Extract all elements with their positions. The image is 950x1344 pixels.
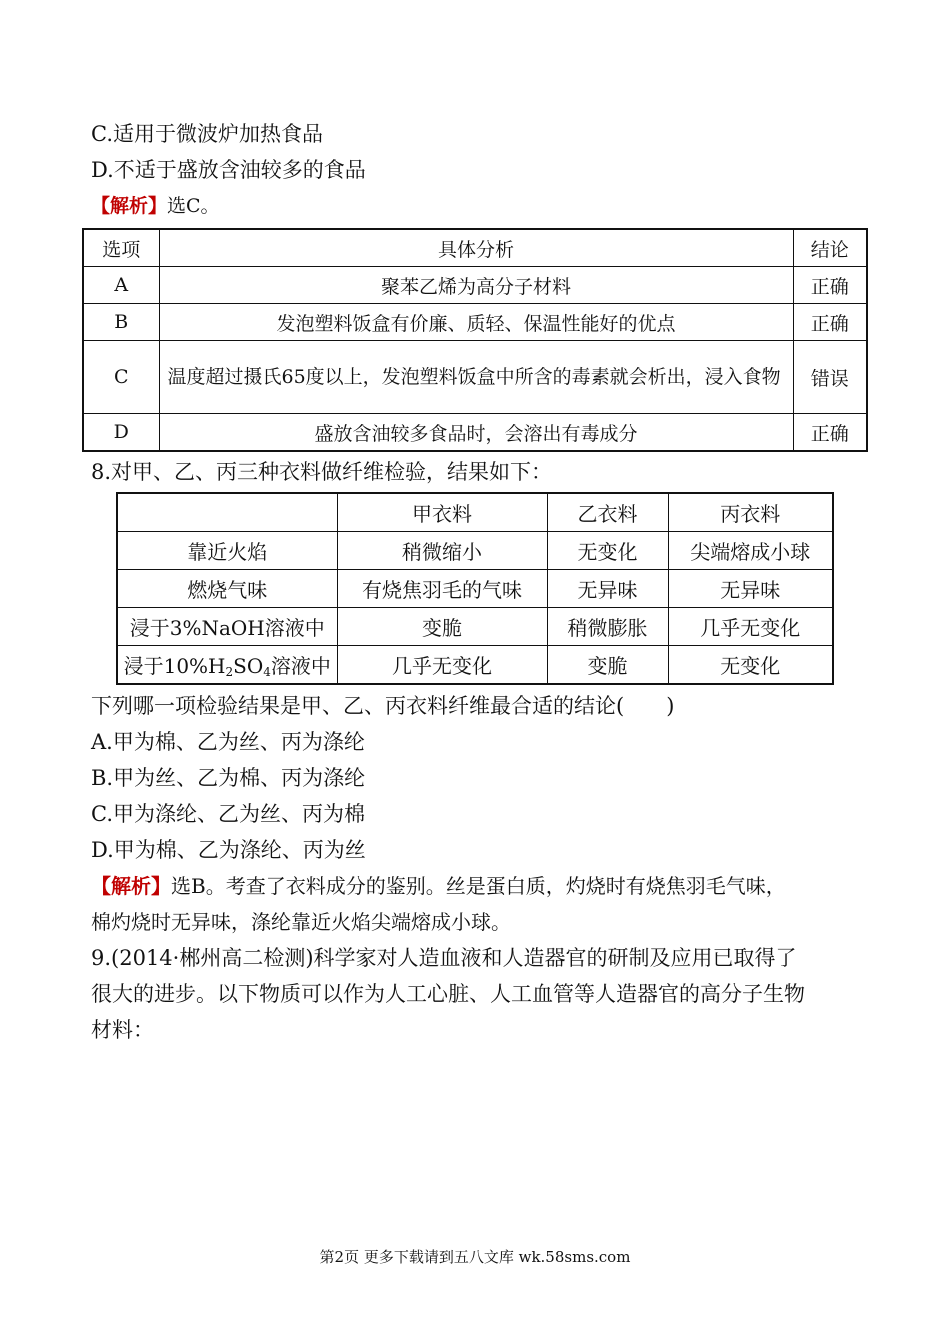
analysis-cell: 发泡塑料饭盒有价廉、质轻、保温性能好的优点 [159,304,793,341]
fabric-a-cell: 稍微缩小 [337,532,547,570]
test-cell: 靠近火焰 [117,532,337,570]
fabric-c-cell: 无异味 [668,570,833,608]
header-cell: 选项 [83,229,159,267]
page-footer: 第2页 更多下载请到五八文库 wk.58sms.com [319,1248,631,1266]
analysis-cell: 盛放含油较多食品时，会溶出有毒成分 [159,414,793,452]
header-cell: 甲衣料 [337,493,547,532]
q8-question: 下列哪一项检验结果是甲、乙、丙衣料纤维最合适的结论( ) [91,694,675,718]
q8-option-b: B.甲为丝、乙为棉、丙为涤纶 [91,766,366,790]
header-cell: 乙衣料 [547,493,668,532]
analysis-label: 【解析】 [91,874,171,898]
table-row [83,267,867,304]
header-cell: 结论 [793,229,867,267]
fabric-a-cell: 变脆 [337,608,547,646]
fabric-c-cell: 尖端熔成小球 [668,532,833,570]
q7-analysis-table [82,228,868,452]
q9-line2: 很大的进步。以下物质可以作为人工心脏、人工血管等人造器官的高分子生物 [91,982,805,1006]
test-cell: 浸于3%NaOH溶液中 [117,608,337,646]
q8-analysis-line2: 棉灼烧时无异味，涤纶靠近火焰尖端熔成小球。 [91,910,511,934]
fabric-a-cell: 几乎无变化 [337,646,547,685]
header-cell [117,493,337,532]
table-row [117,646,833,685]
q8-option-a: A.甲为棉、乙为丝、丙为涤纶 [91,730,365,754]
option-cell: B [83,304,159,341]
analysis-cell: 温度超过摄氏65度以上，发泡塑料饭盒中所含的毒素就会析出，浸入食物 [159,341,793,414]
analysis-cell: 聚苯乙烯为高分子材料 [159,267,793,304]
table-row [83,341,867,414]
q7-option-d: D.不适于盛放含油较多的食品 [91,158,366,182]
q9-line3: 材料： [91,1018,154,1042]
q8-option-d: D.甲为棉、乙为涤纶、丙为丝 [91,838,366,862]
q8-option-c: C.甲为涤纶、乙为丝、丙为棉 [91,802,365,826]
result-cell: 正确 [793,304,867,341]
q8-analysis [91,868,786,904]
fabric-a-cell: 有烧焦羽毛的气味 [337,570,547,608]
header-cell: 丙衣料 [668,493,833,532]
option-cell: C [83,341,159,414]
fabric-b-cell: 稍微膨胀 [547,608,668,646]
analysis-text: 选B。考查了衣料成分的鉴别。丝是蛋白质，灼烧时有烧焦羽毛气味， [171,874,786,898]
q8-stem: 8.对甲、乙、丙三种衣料做纤维检验，结果如下： [91,460,553,484]
fabric-c-cell: 几乎无变化 [668,608,833,646]
fabric-b-cell: 无变化 [547,532,668,570]
analysis-text: 选C。 [167,195,220,217]
table-header-row [117,493,833,532]
table-row [117,532,833,570]
result-cell: 正确 [793,414,867,452]
result-cell: 错误 [793,341,867,414]
q8-fiber-table [116,492,834,685]
q9-line1: 9.(2014·郴州高二检测)科学家对人造血液和人造器官的研制及应用已取得了 [91,946,797,970]
test-cell: 浸于$10\%H_2SO_4$溶液中 [117,646,337,685]
table-row [117,608,833,646]
option-cell: A [83,267,159,304]
fabric-b-cell: 无异味 [547,570,668,608]
fabric-c-cell: 无变化 [668,646,833,685]
table-row [83,304,867,341]
table-row [83,414,867,452]
header-cell: 具体分析 [159,229,793,267]
q7-analysis [91,188,220,224]
q7-option-c: C.适用于微波炉加热食品 [91,122,323,146]
result-cell: 正确 [793,267,867,304]
table-row [117,570,833,608]
test-cell: 燃烧气味 [117,570,337,608]
table-header-row [83,229,867,267]
analysis-label: 【解析】 [91,195,168,217]
fabric-b-cell: 变脆 [547,646,668,685]
option-cell: D [83,414,159,452]
